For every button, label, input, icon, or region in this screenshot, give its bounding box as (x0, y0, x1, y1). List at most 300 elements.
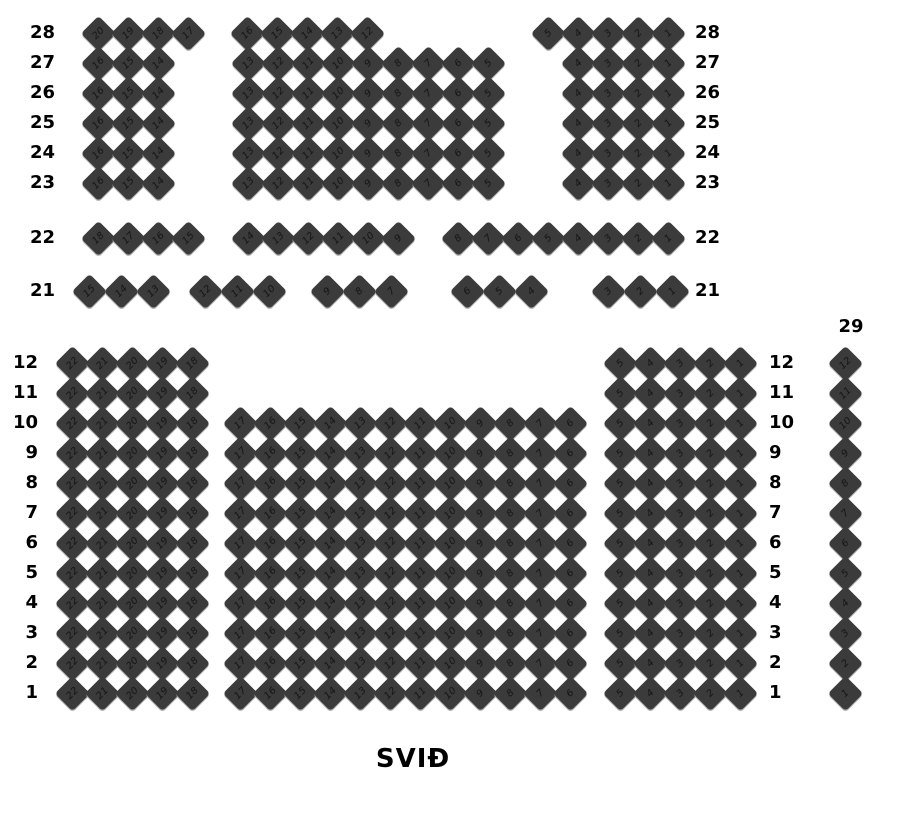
seat-number: 7 (533, 446, 547, 460)
seat-number: 3 (673, 506, 687, 520)
seat-number: 15 (119, 174, 137, 192)
seat-number: 16 (261, 444, 279, 462)
seat-number: 7 (384, 284, 398, 298)
seat-number: 15 (291, 504, 309, 522)
row-label-left-3: 3 (25, 622, 38, 643)
seat-number: 1 (733, 386, 747, 400)
seat-number: 3 (673, 686, 687, 700)
seat-number: 14 (239, 229, 257, 247)
seat-number: 2 (703, 386, 717, 400)
row-label-right-21: 21 (695, 280, 721, 301)
seat-number: 1 (665, 284, 679, 298)
seat-number: 8 (391, 176, 405, 190)
seat[interactable] (71, 273, 106, 308)
seat-number: 20 (89, 24, 107, 42)
seat-number: 14 (149, 114, 167, 132)
seat-number: 8 (391, 146, 405, 160)
row-label-right-12: 12 (769, 352, 795, 373)
row-label-right-8: 8 (769, 472, 782, 493)
seat[interactable] (170, 15, 205, 50)
seat[interactable] (481, 273, 516, 308)
seat-number: 3 (601, 56, 615, 70)
seat[interactable] (135, 273, 170, 308)
seat-number: 3 (838, 626, 852, 640)
seat-number: 6 (511, 231, 525, 245)
seat-number: 14 (149, 174, 167, 192)
seat-number: 5 (613, 386, 627, 400)
seat[interactable] (722, 675, 757, 710)
row-label-right-7: 7 (769, 502, 782, 523)
seat-number: 18 (183, 684, 201, 702)
seat-number: 13 (239, 174, 257, 192)
row-label-left-9: 9 (25, 442, 38, 463)
seat-number: 8 (503, 596, 517, 610)
seat-number: 9 (361, 146, 375, 160)
seat-number: 20 (123, 594, 141, 612)
seat[interactable] (470, 165, 505, 200)
seat-number: 16 (261, 594, 279, 612)
seat-number: 2 (703, 596, 717, 610)
seat-number: 22 (63, 354, 81, 372)
seat-number: 10 (441, 684, 459, 702)
seat-number: 1 (838, 686, 852, 700)
row-label-right-3: 3 (769, 622, 782, 643)
row-label-left-25: 25 (29, 112, 55, 133)
seat-number: 2 (703, 566, 717, 580)
seat-number: 21 (93, 684, 111, 702)
seat-number: 1 (661, 146, 675, 160)
row-label-left-10: 10 (12, 412, 38, 433)
seat-number: 22 (63, 654, 81, 672)
row-label-left-7: 7 (25, 502, 38, 523)
seat-number: 11 (411, 564, 429, 582)
seat-number: 20 (123, 444, 141, 462)
seat-number: 19 (153, 654, 171, 672)
seat-number: 1 (733, 686, 747, 700)
seat-number: 2 (703, 626, 717, 640)
seat-number: 15 (80, 282, 98, 300)
seat-number: 1 (733, 506, 747, 520)
seat-number: 8 (451, 231, 465, 245)
seat-number: 5 (481, 56, 495, 70)
row-label-right-25: 25 (695, 112, 721, 133)
seat-number: 12 (381, 684, 399, 702)
seat-number: 14 (321, 624, 339, 642)
seat-number: 14 (321, 504, 339, 522)
seat[interactable] (341, 273, 376, 308)
seat[interactable] (513, 273, 548, 308)
seat-number: 5 (613, 506, 627, 520)
seat-number: 13 (239, 54, 257, 72)
seat-number: 15 (291, 684, 309, 702)
seat-number: 7 (421, 116, 435, 130)
seat-number: 10 (441, 504, 459, 522)
seat-number: 18 (183, 564, 201, 582)
seat-number: 4 (643, 626, 657, 640)
seat-number: 2 (703, 476, 717, 490)
seat-number: 5 (613, 416, 627, 430)
seat-number: 1 (733, 446, 747, 460)
seat-number: 10 (329, 144, 347, 162)
seat-number: 22 (63, 414, 81, 432)
seat-number: 15 (291, 594, 309, 612)
seat-number: 20 (123, 474, 141, 492)
seat-number: 21 (93, 354, 111, 372)
seat-number: 13 (351, 684, 369, 702)
seat-number: 19 (153, 414, 171, 432)
seat-number: 12 (269, 114, 287, 132)
seat-number: 15 (291, 444, 309, 462)
seat-number: 17 (231, 564, 249, 582)
seat[interactable] (449, 273, 484, 308)
seat-number: 12 (381, 654, 399, 672)
seat-number: 7 (421, 146, 435, 160)
seat-number: 16 (89, 84, 107, 102)
seat-number: 14 (321, 654, 339, 672)
seat[interactable] (827, 675, 862, 710)
seat-number: 12 (381, 504, 399, 522)
seat-number: 6 (563, 506, 577, 520)
seat-number: 12 (381, 474, 399, 492)
seat-number: 6 (563, 656, 577, 670)
seat-number: 22 (63, 504, 81, 522)
seat-number: 14 (321, 474, 339, 492)
seat-number: 7 (533, 506, 547, 520)
row-label-left-24: 24 (29, 142, 55, 163)
seat-number: 10 (441, 534, 459, 552)
seat-number: 9 (473, 506, 487, 520)
seat-number: 19 (153, 684, 171, 702)
seat-number: 8 (503, 566, 517, 580)
seat-number: 3 (601, 146, 615, 160)
seat-number: 3 (601, 176, 615, 190)
seat-number: 1 (661, 231, 675, 245)
seat-number: 6 (563, 626, 577, 640)
seat-number: 19 (153, 444, 171, 462)
seat-number: 11 (411, 654, 429, 672)
seat-number: 16 (261, 624, 279, 642)
seat-number: 8 (503, 506, 517, 520)
seat-number: 2 (631, 146, 645, 160)
row-label-left-27: 27 (29, 52, 55, 73)
seat-number: 7 (421, 176, 435, 190)
seat-number: 19 (153, 504, 171, 522)
seat-number: 20 (123, 534, 141, 552)
seat-number: 8 (503, 416, 517, 430)
row-label-left-6: 6 (25, 532, 38, 553)
seat-number: 8 (503, 446, 517, 460)
seat-number: 5 (481, 176, 495, 190)
seat-number: 2 (703, 686, 717, 700)
row-label-left-11: 11 (12, 382, 38, 403)
seat-number: 8 (391, 116, 405, 130)
seat-number: 2 (631, 26, 645, 40)
row-label-right-10: 10 (769, 412, 795, 433)
seat-number: 13 (328, 24, 346, 42)
seat-number: 2 (631, 176, 645, 190)
seat-number: 12 (381, 414, 399, 432)
seat-number: 17 (231, 654, 249, 672)
seat-number: 20 (123, 384, 141, 402)
seat-number: 6 (563, 596, 577, 610)
seat-number: 13 (351, 444, 369, 462)
seat-number: 2 (703, 446, 717, 460)
seat-number: 21 (93, 504, 111, 522)
seat-number: 11 (411, 534, 429, 552)
seat-number: 9 (838, 446, 852, 460)
seat-number: 17 (231, 684, 249, 702)
seat-number: 17 (231, 624, 249, 642)
seat-number: 3 (673, 536, 687, 550)
row-label-left-2: 2 (25, 652, 38, 673)
seat-number: 1 (661, 56, 675, 70)
seat-number: 14 (321, 594, 339, 612)
seat[interactable] (373, 273, 408, 308)
seat-number: 4 (643, 416, 657, 430)
seat-number: 11 (299, 174, 317, 192)
seat[interactable] (103, 273, 138, 308)
seat[interactable] (140, 165, 175, 200)
seat-number: 11 (411, 504, 429, 522)
seat-number: 4 (643, 506, 657, 520)
seat-number: 21 (93, 534, 111, 552)
seat-number: 18 (183, 624, 201, 642)
seat-number: 11 (299, 144, 317, 162)
seat-number: 8 (352, 284, 366, 298)
seat-number: 6 (451, 146, 465, 160)
seat-number: 2 (838, 656, 852, 670)
seat-number: 10 (441, 474, 459, 492)
seat-number: 1 (733, 566, 747, 580)
seat-number: 3 (673, 416, 687, 430)
seat-number: 6 (460, 284, 474, 298)
seat-number: 9 (361, 116, 375, 130)
seat-number: 3 (601, 284, 615, 298)
seat-number: 1 (661, 176, 675, 190)
row-label-right-22: 22 (695, 227, 721, 248)
seat-number: 11 (329, 229, 347, 247)
seat-number: 12 (299, 229, 317, 247)
seat[interactable] (219, 273, 254, 308)
seat-number: 12 (381, 564, 399, 582)
seat[interactable] (552, 675, 587, 710)
row-label-29: 29 (838, 316, 864, 337)
seat-number: 4 (643, 356, 657, 370)
seat-number: 4 (571, 56, 585, 70)
seat-number: 12 (836, 354, 854, 372)
seat-number: 10 (260, 282, 278, 300)
seat-number: 14 (149, 144, 167, 162)
seat-number: 3 (673, 386, 687, 400)
seat-number: 4 (643, 686, 657, 700)
seat[interactable] (650, 220, 685, 255)
seat-number: 6 (451, 176, 465, 190)
seat-number: 11 (411, 444, 429, 462)
seat-number: 12 (381, 444, 399, 462)
seat-number: 20 (123, 354, 141, 372)
seat-number: 5 (613, 686, 627, 700)
seat-number: 5 (541, 231, 555, 245)
seat[interactable] (380, 220, 415, 255)
seat-number: 16 (89, 144, 107, 162)
seat-number: 7 (533, 686, 547, 700)
seat-number: 11 (299, 54, 317, 72)
seat-number: 7 (533, 566, 547, 580)
seat[interactable] (622, 273, 657, 308)
seat-number: 1 (661, 26, 675, 40)
seat-number: 12 (381, 624, 399, 642)
seat-number: 21 (93, 624, 111, 642)
seat-number: 11 (411, 624, 429, 642)
seat-number: 10 (836, 414, 854, 432)
seat-number: 14 (321, 444, 339, 462)
seat-number: 13 (351, 534, 369, 552)
seat-number: 1 (733, 476, 747, 490)
seat-number: 15 (291, 534, 309, 552)
seat-number: 13 (351, 564, 369, 582)
seat-number: 7 (838, 506, 852, 520)
seat-number: 8 (391, 86, 405, 100)
seat[interactable] (251, 273, 286, 308)
seat-number: 15 (291, 414, 309, 432)
seat-number: 4 (571, 146, 585, 160)
seat[interactable] (174, 675, 209, 710)
seat-number: 4 (643, 476, 657, 490)
seat-number: 1 (733, 596, 747, 610)
seat-number: 9 (473, 476, 487, 490)
seat-number: 9 (473, 686, 487, 700)
row-label-right-27: 27 (695, 52, 721, 73)
seat[interactable] (187, 273, 222, 308)
seat-number: 4 (643, 566, 657, 580)
seat-number: 18 (183, 444, 201, 462)
seat-number: 9 (473, 536, 487, 550)
seat-number: 21 (93, 384, 111, 402)
seat-number: 10 (441, 444, 459, 462)
seat-number: 11 (411, 684, 429, 702)
seat[interactable] (654, 273, 689, 308)
seat-number: 4 (643, 446, 657, 460)
seat-number: 2 (631, 86, 645, 100)
seat-number: 2 (633, 284, 647, 298)
seat-number: 13 (269, 229, 287, 247)
seat-number: 16 (261, 474, 279, 492)
row-label-left-23: 23 (29, 172, 55, 193)
seat-number: 4 (643, 386, 657, 400)
seat-number: 10 (329, 84, 347, 102)
row-label-right-26: 26 (695, 82, 721, 103)
seat-number: 16 (261, 534, 279, 552)
seat-number: 13 (239, 114, 257, 132)
seat-number: 7 (481, 231, 495, 245)
seat-number: 16 (261, 564, 279, 582)
seat-number: 4 (643, 656, 657, 670)
seat-number: 13 (239, 144, 257, 162)
seat-number: 7 (421, 86, 435, 100)
seat-number: 4 (643, 536, 657, 550)
seat-number: 9 (473, 596, 487, 610)
seat-number: 14 (321, 684, 339, 702)
seat-number: 16 (89, 54, 107, 72)
seat[interactable] (170, 220, 205, 255)
seat-number: 6 (451, 116, 465, 130)
seat-number: 15 (268, 24, 286, 42)
seat-number: 19 (119, 24, 137, 42)
seat-number: 14 (298, 24, 316, 42)
seat[interactable] (590, 273, 625, 308)
seat-number: 19 (153, 624, 171, 642)
seat-number: 21 (93, 564, 111, 582)
row-label-right-5: 5 (769, 562, 782, 583)
seat-number: 10 (441, 624, 459, 642)
seat-number: 1 (733, 536, 747, 550)
seat-number: 10 (441, 564, 459, 582)
seat-number: 18 (183, 594, 201, 612)
seat-number: 9 (361, 86, 375, 100)
row-label-left-12: 12 (12, 352, 38, 373)
seat-number: 15 (291, 474, 309, 492)
seat-number: 15 (291, 624, 309, 642)
seat-number: 16 (261, 654, 279, 672)
seat-number: 18 (183, 534, 201, 552)
seat-number: 19 (153, 564, 171, 582)
seat-number: 11 (299, 84, 317, 102)
seat-number: 5 (613, 626, 627, 640)
seat-number: 4 (571, 231, 585, 245)
seat-number: 2 (631, 56, 645, 70)
seat-number: 3 (673, 596, 687, 610)
seat-number: 21 (93, 654, 111, 672)
seat-number: 9 (320, 284, 334, 298)
seat-number: 4 (643, 596, 657, 610)
seat-number: 8 (503, 686, 517, 700)
seat-number: 2 (703, 506, 717, 520)
seat-number: 6 (563, 566, 577, 580)
seat-number: 10 (329, 174, 347, 192)
seat-number: 2 (631, 116, 645, 130)
seat-number: 3 (673, 626, 687, 640)
stage-label: SVIÐ (375, 744, 451, 774)
seat-number: 12 (269, 84, 287, 102)
seat-number: 7 (533, 416, 547, 430)
seat-number: 4 (571, 86, 585, 100)
seat[interactable] (650, 165, 685, 200)
seat-number: 17 (231, 534, 249, 552)
seat-number: 12 (269, 174, 287, 192)
seat-number: 9 (473, 416, 487, 430)
seat-number: 19 (153, 594, 171, 612)
seat-number: 5 (613, 446, 627, 460)
seat-number: 11 (299, 114, 317, 132)
row-label-left-1: 1 (25, 682, 38, 703)
row-label-right-2: 2 (769, 652, 782, 673)
seat-number: 5 (613, 476, 627, 490)
seat-number: 5 (838, 566, 852, 580)
seat-number: 3 (673, 476, 687, 490)
seat-number: 21 (93, 474, 111, 492)
seat-number: 14 (321, 414, 339, 432)
seat-number: 22 (63, 534, 81, 552)
seat-number: 19 (153, 534, 171, 552)
seat-number: 9 (361, 56, 375, 70)
seat-number: 6 (838, 536, 852, 550)
seat-number: 16 (149, 229, 167, 247)
seat-number: 16 (261, 414, 279, 432)
seat-number: 17 (231, 474, 249, 492)
seat-number: 12 (196, 282, 214, 300)
seat-number: 3 (601, 86, 615, 100)
seat[interactable] (309, 273, 344, 308)
